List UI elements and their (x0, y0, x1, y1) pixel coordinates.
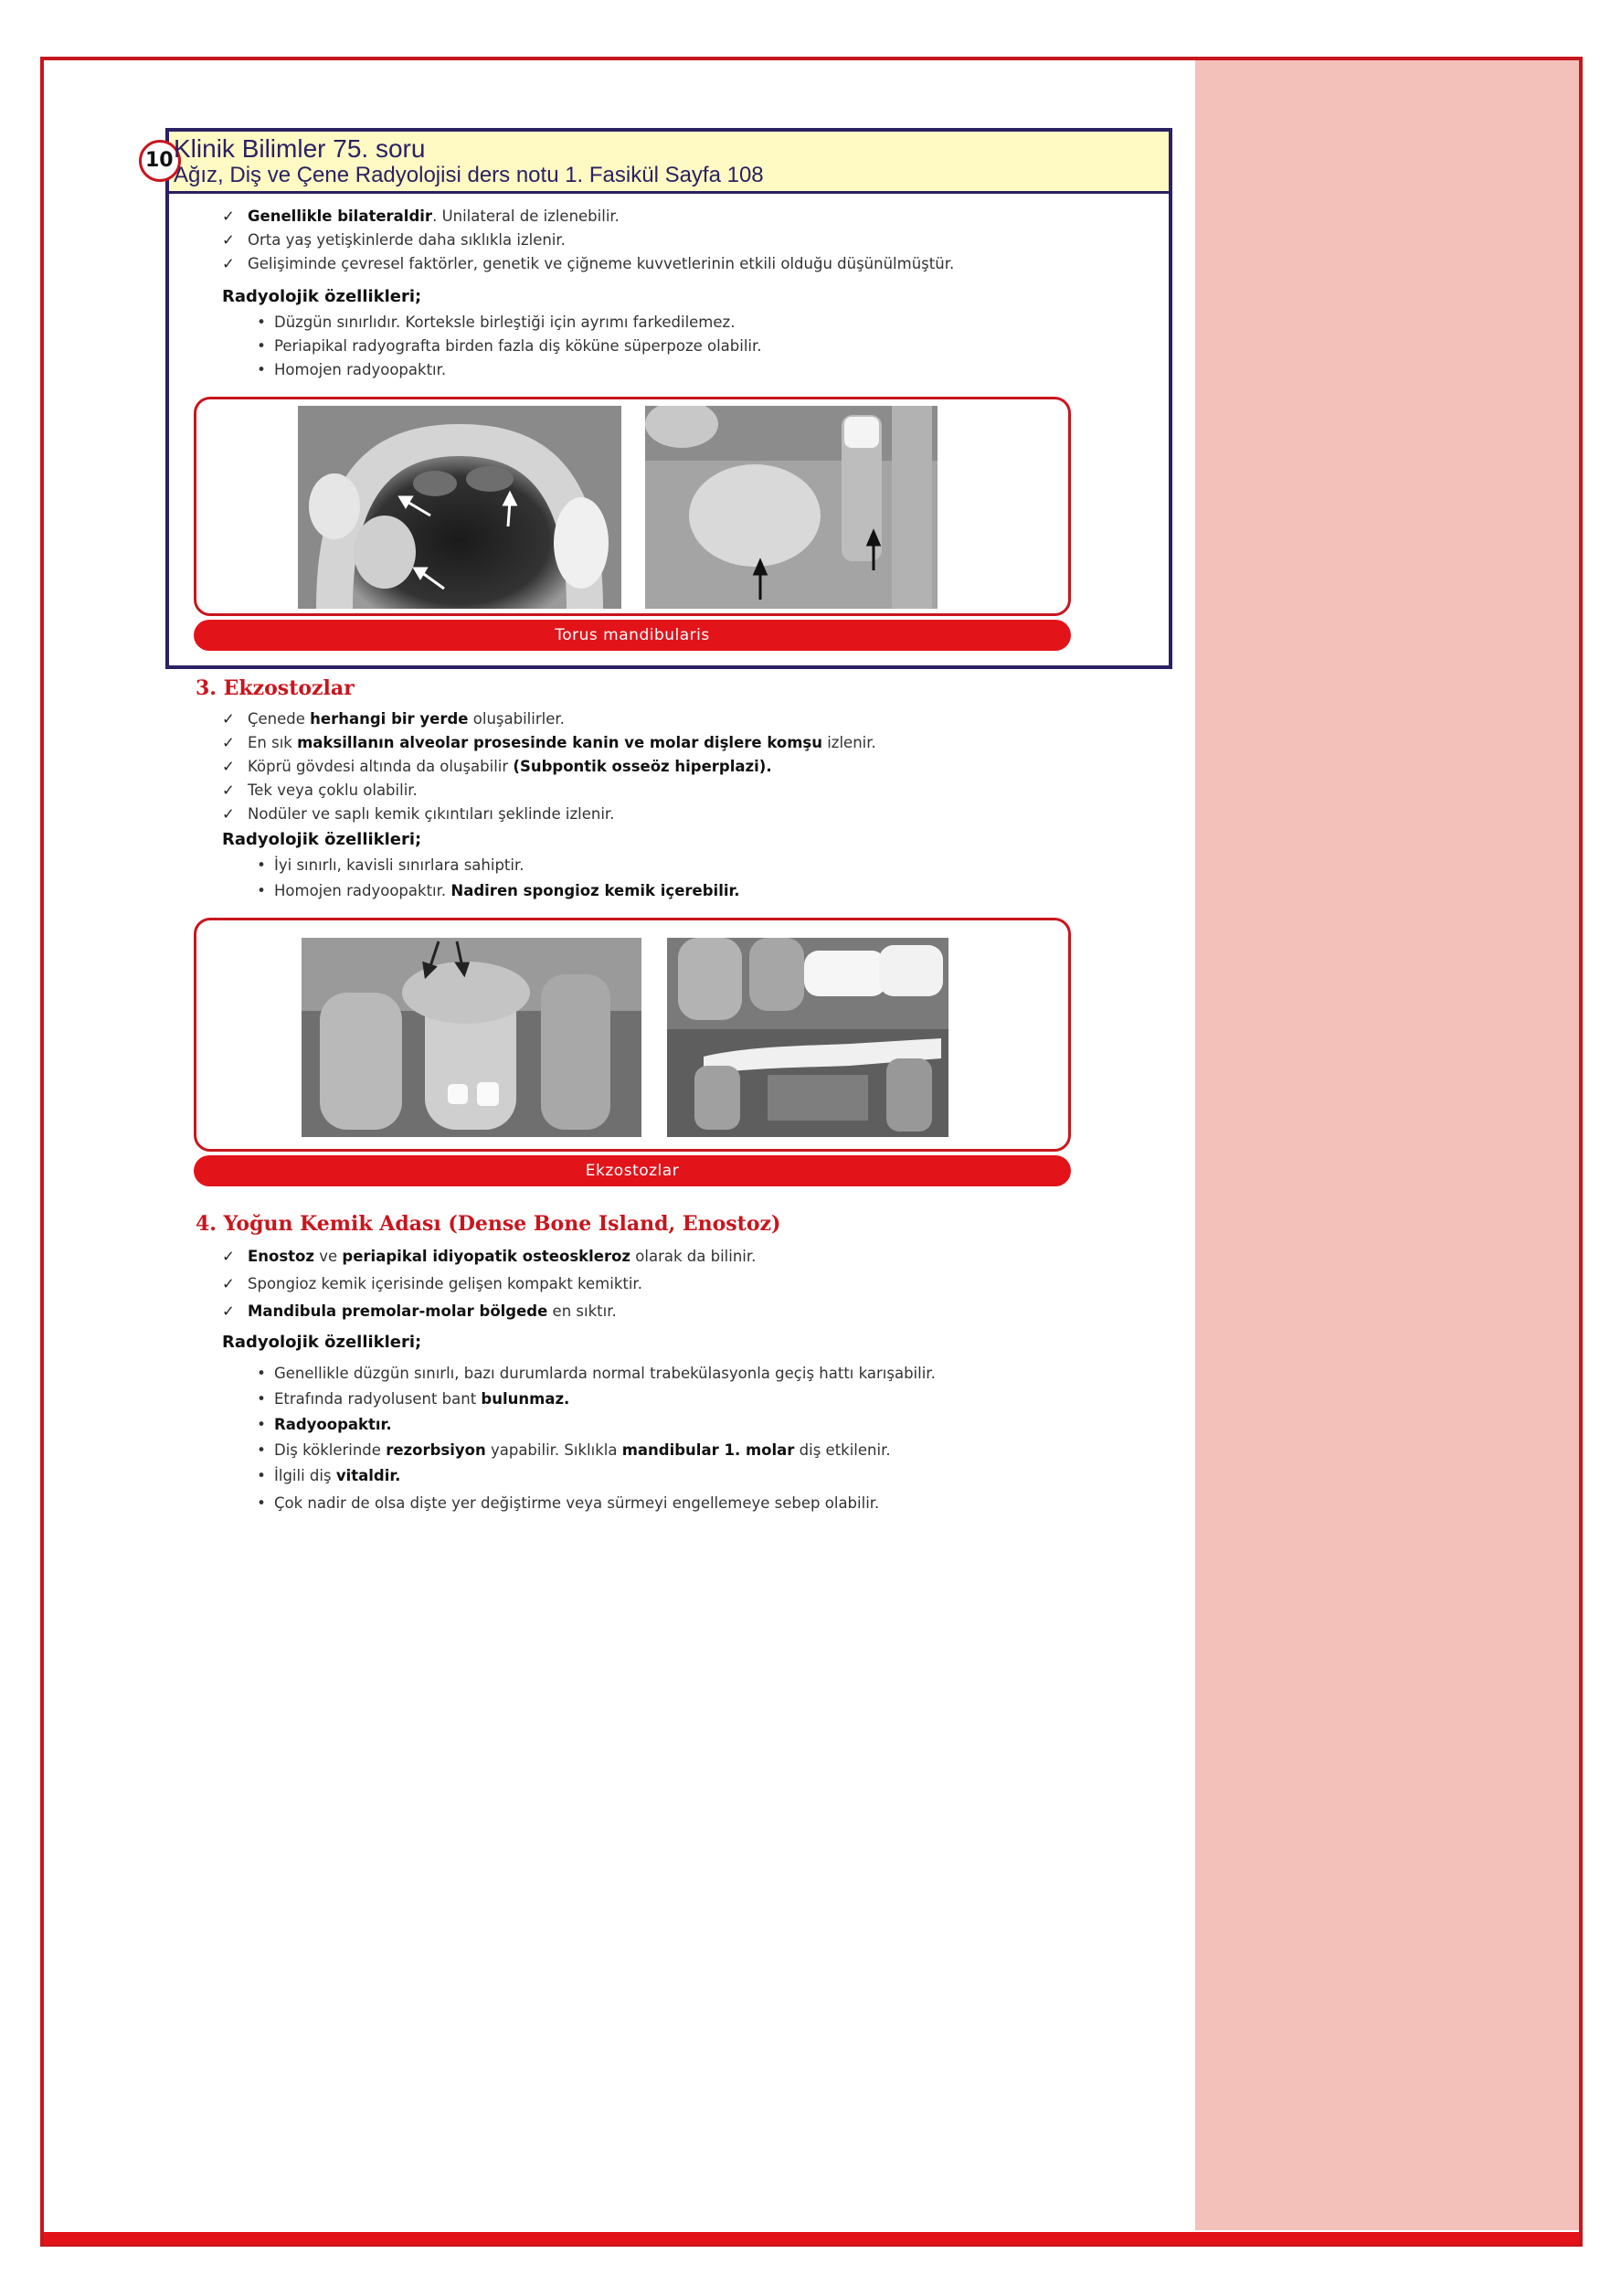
list-item: ✓ Mandibula premolar-molar bölgede en sıktır. (222, 1302, 617, 1320)
list-item: • Radyoopaktır. (249, 1415, 392, 1435)
list-item: ✓ Orta yaş yetişkinlerde daha sıklıkla izlenir. (222, 231, 566, 249)
list-item: • Çok nadir de olsa dişte yer değiştirme veya sürmeyi engellemeye sebep olabilir. (249, 1493, 879, 1514)
radiology-heading: Radyolojik özellikleri; (222, 287, 422, 306)
figure-caption: Ekzostozlar (194, 1155, 1071, 1186)
bottom-bar (44, 2232, 1579, 2245)
bullet-icon: • (257, 1416, 266, 1433)
list-item: • Periapikal radyografta birden fazla diş köküne süperpoze olabilir. (249, 336, 762, 356)
list-item: ✓ Spongioz kemik içerisinde gelişen kompakt kemiktir. (222, 1275, 642, 1292)
xray-image-maxilla (302, 938, 641, 1137)
list-item: • Düzgün sınırlıdır. Korteksle birleştiği için ayrımı farkedilemez. (249, 313, 735, 333)
bullet-icon: • (257, 1365, 266, 1382)
check-icon: ✓ (222, 1248, 235, 1265)
bullet-icon: • (257, 882, 266, 899)
bullet-icon: • (257, 337, 266, 355)
check-icon: ✓ (222, 758, 235, 775)
xray-image-occlusal (298, 406, 621, 609)
page-number: 10 (139, 140, 181, 182)
radiology-heading: Radyolojik özellikleri; (222, 1333, 422, 1352)
list-item: • Homojen radyoopaktır. (249, 360, 446, 380)
radiology-heading: Radyolojik özellikleri; (222, 830, 422, 849)
section-heading: 3. Ekzostozlar (196, 676, 355, 700)
check-icon: ✓ (222, 734, 235, 751)
question-subtitle: Ağız, Diş ve Çene Radyolojisi ders notu 1. Fasikül Sayfa 108 (174, 163, 764, 187)
figure-caption: Torus mandibularis (194, 620, 1071, 651)
side-panel (1195, 60, 1579, 2230)
xray-image-bridge (667, 938, 948, 1137)
list-item: • İyi sınırlı, kavisli sınırlara sahiptir. (249, 856, 524, 876)
check-icon: ✓ (222, 1302, 235, 1320)
question-title: Klinik Bilimler 75. soru (174, 134, 426, 163)
bullet-icon: • (257, 1441, 266, 1459)
check-icon: ✓ (222, 207, 235, 225)
list-item: ✓ Çenede herhangi bir yerde oluşabilirler. (222, 710, 565, 728)
list-item: ✓ Nodüler ve saplı kemik çıkıntıları şeklinde izlenir. (222, 805, 615, 823)
check-icon: ✓ (222, 805, 235, 823)
list-item: • Homojen radyoopaktır. Nadiren spongioz kemik içerebilir. (249, 881, 740, 901)
bullet-icon: • (257, 314, 266, 331)
list-item: ✓ Genellikle bilateraldir. Unilateral de izlenebilir. (222, 207, 620, 225)
list-item: • İlgili diş vitaldir. (249, 1466, 400, 1486)
list-item: ✓ En sık maksillanın alveolar prosesinde kanin ve molar dişlere komşu izlenir. (222, 734, 876, 751)
bullet-icon: • (257, 1390, 266, 1408)
list-item: ✓ Gelişiminde çevresel faktörler, genetik ve çiğneme kuvvetlerinin etkili olduğu düşünülmüştür. (222, 255, 955, 272)
list-item: • Diş köklerinde rezorbsiyon yapabilir. Sıklıkla mandibular 1. molar diş etkilenir. (249, 1440, 891, 1461)
section-heading: 4. Yoğun Kemik Adası (Dense Bone Island, Enostoz) (196, 1212, 781, 1236)
xray-image-periapical (645, 406, 938, 609)
list-item: ✓ Köprü gövdesi altında da oluşabilir (Subpontik osseöz hiperplazi). (222, 758, 772, 775)
check-icon: ✓ (222, 781, 235, 799)
check-icon: ✓ (222, 255, 235, 272)
bullet-icon: • (257, 1494, 266, 1512)
bullet-icon: • (257, 1467, 266, 1484)
bullet-icon: • (257, 361, 266, 378)
list-item: ✓ Enostoz ve periapikal idiyopatik osteoskleroz olarak da bilinir. (222, 1248, 757, 1265)
list-item: ✓ Tek veya çoklu olabilir. (222, 781, 418, 799)
list-item: • Etrafında radyolusent bant bulunmaz. (249, 1389, 569, 1409)
check-icon: ✓ (222, 1275, 235, 1292)
bullet-icon: • (257, 856, 266, 874)
list-item: • Genellikle düzgün sınırlı, bazı durumlarda normal trabekülasyonla geçiş hattı karışabilir. (249, 1364, 936, 1384)
check-icon: ✓ (222, 231, 235, 249)
check-icon: ✓ (222, 710, 235, 728)
